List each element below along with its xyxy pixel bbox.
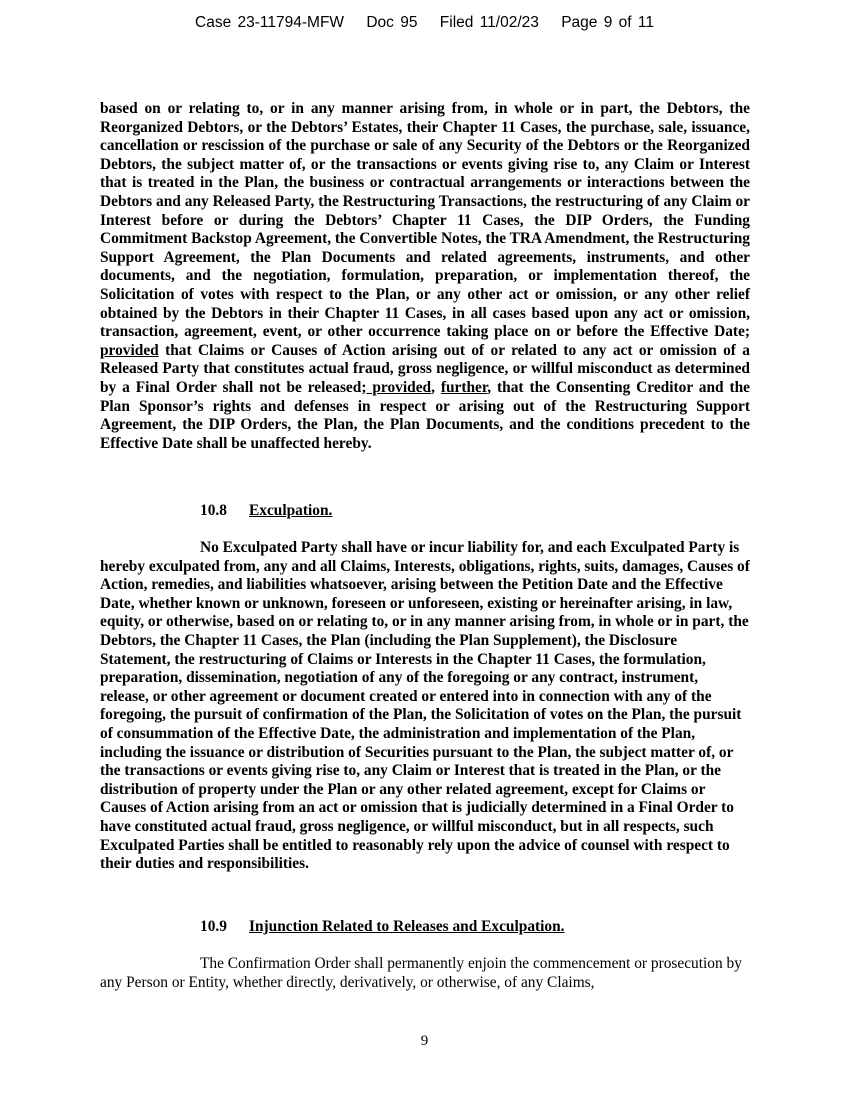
case-header bbox=[0, 14, 849, 32]
injunction-paragraph bbox=[100, 955, 750, 992]
injunction-text: The Confirmation Order shall permanently enjoin the commencement or prosecution by any Person or Entity, whether directly, derivatively, or otherwise, of any Claims, bbox=[100, 955, 742, 991]
release-text-part2: that Claims or Causes of Action arising out of or related to any act or omission of a Released Party that constitutes actual fraud, gross negligence, or willful misconduct as determined by a Final Order shall not be released; bbox=[100, 341, 750, 396]
release-comma: , bbox=[431, 378, 441, 396]
exculpation-text: No Exculpated Party shall have or incur liability for, and each Exculpated Party is hereby exculpated from, any and all Claims, Interests, obligations, rights, suits, damages, Causes of Action, remedies, and liabilities whatsoever, arising between the Petition Date and the Effective Date, whether known or unknown, foreseen or unforeseen, existing or hereinafter arising, in law, equity, or otherwise, based on or relating to, or in any manner arising from, in whole or in part, the Debtors, the Chapter 11 Cases, the Plan (including the Plan Supplement), the Disclosure Statement, the restructuring of Claims or Interests in the Chapter 11 Cases, the formulation, preparation, dissemination, negotiation of any of the foregoing or any contract, instrument, release, or other agreement or document created or entered into in connection with any of the foregoing, the pursuit of confirmation of the Plan, the Solicitation of votes on the Plan, the pursuit of consummation of the Effective Date, the administration and implementation of the Plan, including the issuance or distribution of Securities pursuant to the Plan, the subject matter of, or the transactions or events giving rise to, any Claim or Interest that is treated in the Plan, or the distribution of property under the Plan or any other related agreement, except for Claims or Causes of Action arising from an act or omission that is judicially determined in a Final Order to have constituted actual fraud, gross negligence, or willful misconduct, but in all respects, such Exculpated Parties shall be entitled to reasonably rely upon the advice of counsel with respect to their duties and responsibilities. bbox=[100, 539, 750, 873]
release-text-part3: , that the Consenting Creditor and the Plan Sponsor’s rights and defenses in respect or arising out of the Restructuring Support Agreement, the DIP Orders, the Plan, the Plan Documents, and the conditions precedent to the Effective Date shall be unaffected hereby. bbox=[100, 378, 750, 452]
section-number: 10.9 bbox=[200, 918, 227, 935]
provided-term-2: provided bbox=[366, 378, 432, 396]
case-number: Case 23-11794-MFW bbox=[195, 14, 345, 31]
section-title: Injunction Related to Releases and Exculpation. bbox=[249, 918, 565, 935]
section-heading-10-8 bbox=[200, 502, 332, 520]
section-heading-10-9 bbox=[200, 918, 565, 936]
page-indicator: Page 9 of 11 bbox=[561, 14, 654, 31]
section-number: 10.8 bbox=[200, 502, 227, 519]
page-number: 9 bbox=[420, 1033, 429, 1049]
provided-term-1: provided bbox=[100, 341, 159, 359]
section-title: Exculpation. bbox=[249, 502, 333, 519]
filed-date: Filed 11/02/23 bbox=[439, 14, 539, 31]
exculpation-paragraph bbox=[100, 539, 750, 874]
doc-number: Doc 95 bbox=[366, 14, 418, 31]
release-paragraph bbox=[100, 100, 750, 453]
release-text-part1: based on or relating to, or in any manner arising from, in whole or in part, the Debtors, the Reorganized Debtors, or the Debtors’ Estates, their Chapter 11 Cases, the purchase, sale, issuance, cancellation or rescission of the purchase or sale of any Security of the Debtors or the Reorganized Debtors, the subject matter of, or the transactions or events giving rise to, any Claim or Interest that is treated in the Plan, the business or contractual arrangements or interactions between the Debtors and any Released Party, the Restructuring Transactions, the restructuring of any Claim or Interest before or during the Debtors’ Chapter 11 Cases, the DIP Orders, the Funding Commitment Backstop Agreement, the Convertible Notes, the TRA Amendment, the Restructuring Support Agreement, the Plan Documents and related agreements, instruments, and other documents, and the negotiation, formulation, preparation, or implementation thereof, the Solicitation of votes with respect to the Plan, or any other act or omission, or any other relief obtained by the Debtors in their Chapter 11 Cases, in all cases based upon any act or omission, transaction, agreement, event, or other occurrence taking place on or before the Effective Date; bbox=[100, 100, 750, 341]
further-term: further bbox=[440, 378, 488, 396]
